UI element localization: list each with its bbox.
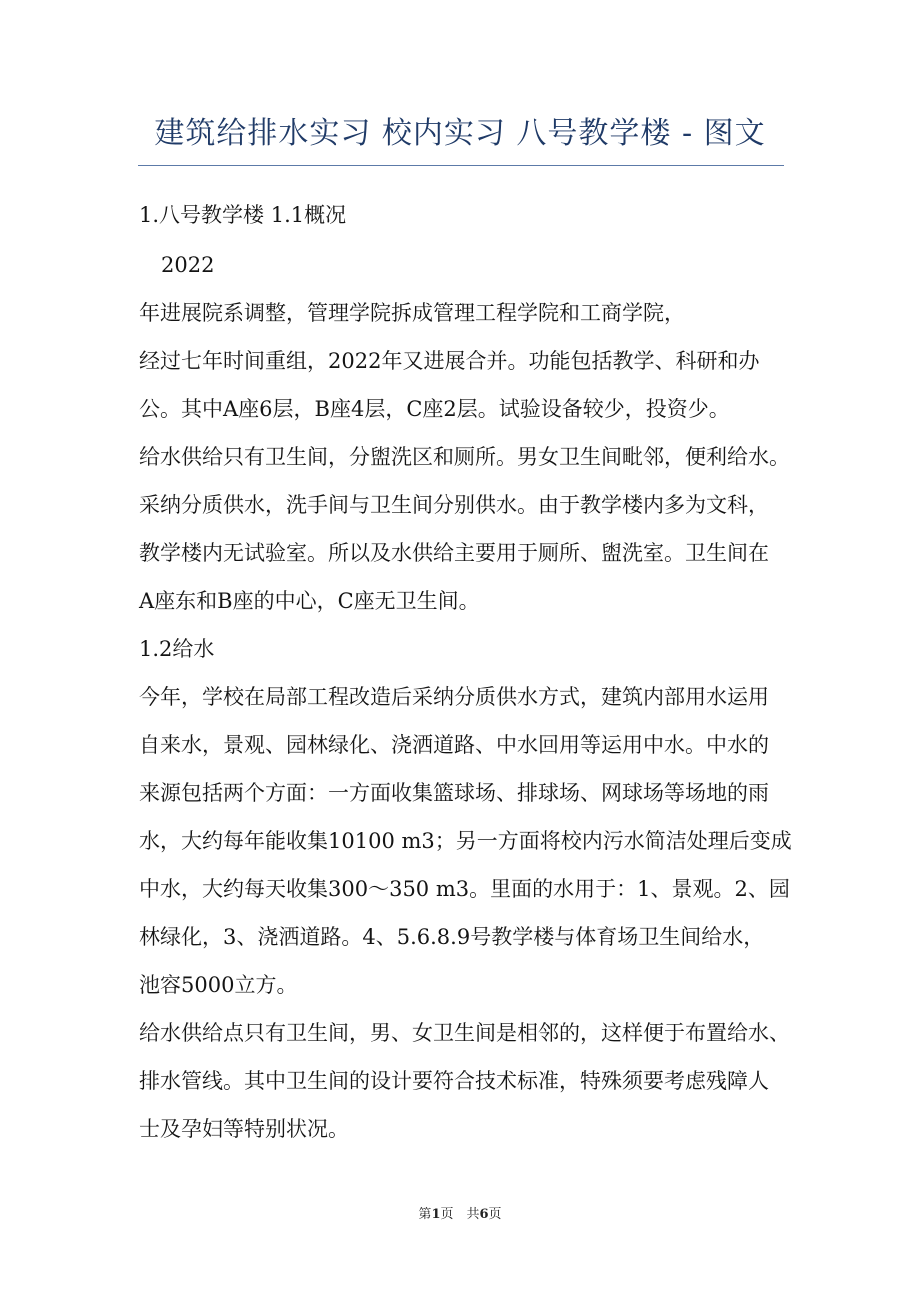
body-line: 士及孕妇等特别状况。 (139, 1117, 349, 1141)
body-line: 给水供给只有卫生间，分盥洗区和厕所。男女卫生间毗邻，便利给水。 (139, 445, 790, 469)
section-heading-1: 1.八号教学楼 1.1概况 (139, 203, 347, 227)
body-line: A座东和B座的中心，C座无卫生间。 (139, 589, 480, 613)
body-line: 年进展院系调整，管理学院拆成管理工程学院和工商学院， (139, 301, 685, 325)
page-footer (0, 1206, 920, 1224)
body-line: 教学楼内无试验室。所以及水供给主要用于厕所、盥洗室。卫生间在 (139, 541, 769, 565)
body-line: 2022 (161, 253, 215, 277)
page-mid: 页 共 (440, 1207, 480, 1222)
title-divider (138, 165, 784, 166)
body-line: 经过七年时间重组，2022年又进展合并。功能包括教学、科研和办 (139, 349, 760, 373)
body-line: 池容5000立方。 (139, 973, 298, 997)
page-prefix: 第 (418, 1207, 432, 1222)
body-line: 给水供给点只有卫生间，男、女卫生间是相邻的，这样便于布置给水、 (139, 1021, 790, 1045)
body-line: 水，大约每年能收集10100 m3；另一方面将校内污水简洁处理后变成 (139, 829, 792, 853)
body-line: 中水，大约每天收集300～350 m3。里面的水用于：1、景观。2、园 (139, 877, 790, 901)
body-line: 来源包括两个方面：一方面收集篮球场、排球场、网球场等场地的雨 (139, 781, 769, 805)
section-heading-2: 1.2给水 (139, 637, 215, 661)
body-line: 今年，学校在局部工程改造后采纳分质供水方式，建筑内部用水运用 (139, 685, 769, 709)
body-line: 自来水，景观、园林绿化、浇洒道路、中水回用等运用中水。中水的 (139, 733, 769, 757)
body-line: 排水管线。其中卫生间的设计要符合技术标准，特殊须要考虑残障人 (139, 1069, 769, 1093)
body-line: 林绿化，3、浇洒道路。4、5.6.8.9号教学楼与体育场卫生间给水， (139, 925, 765, 949)
page-suffix: 页 (488, 1207, 502, 1222)
current-page-number: 1 (431, 1207, 441, 1222)
body-line: 公。其中A座6层，B座4层，C座2层。试验设备较少，投资少。 (139, 397, 730, 421)
total-page-number: 6 (479, 1207, 489, 1222)
body-line: 采纳分质供水，洗手间与卫生间分别供水。由于教学楼内多为文科， (139, 493, 769, 517)
document-title: 建筑给排水实习 校内实习 八号教学楼 - 图文 (154, 116, 766, 151)
